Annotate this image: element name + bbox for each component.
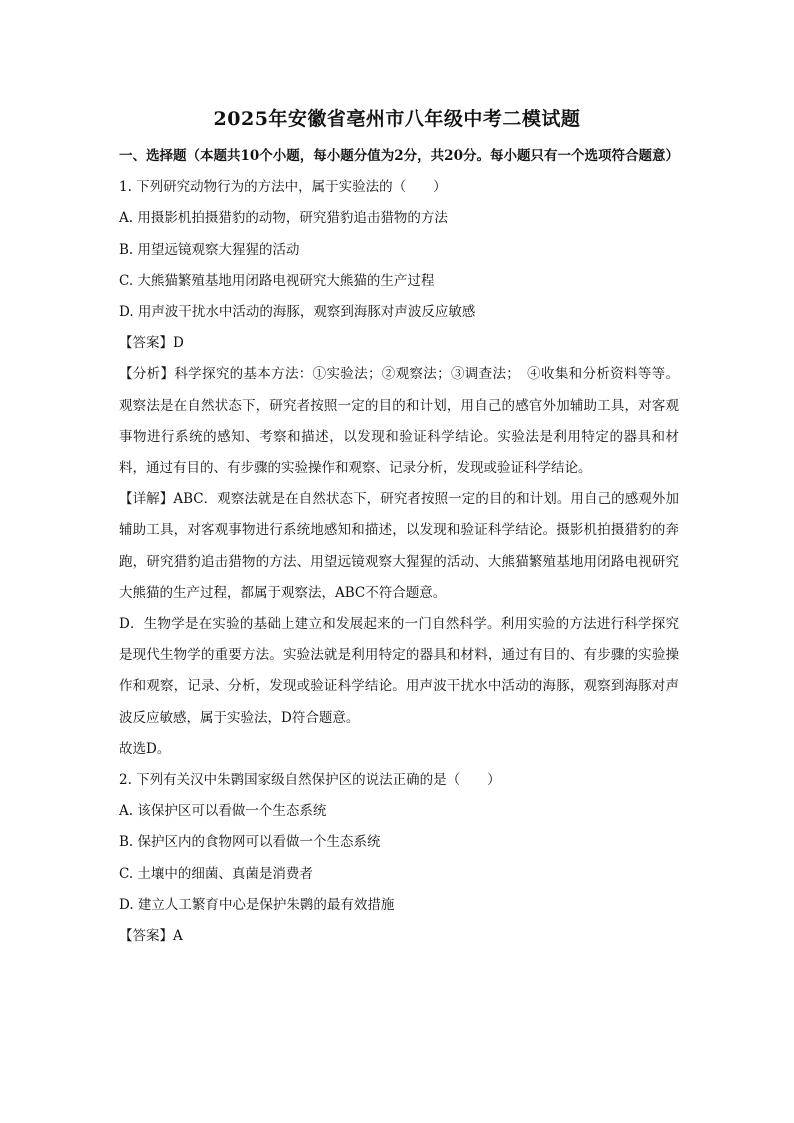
section-heading: 一、选择题（本题共10个小题，每小题分值为2分，共20分。每小题只有一个选项符合题意） bbox=[119, 148, 679, 164]
question-1-stem: 1. 下列研究动物行为的方法中，属于实验法的（ ） bbox=[119, 179, 447, 196]
document-title: 2025年安徽省亳州市八年级中考二模试题 bbox=[213, 108, 581, 130]
question-1-option-b: B. 用望远镜观察大猩猩的活动 bbox=[119, 241, 300, 258]
question-1-conclusion: 故选D。 bbox=[119, 740, 171, 757]
question-1-detail-abc: 【详解】ABC．观察法就是在自然状态下，研究者按照一定的目的和计划。用自己的感观外加辅助工具，对客观事物进行系统地感知和描述，以发现和验证科学结论。摄影机拍摄猎豹的奔跑，研究猎豹追击猎物的方法、用望远镜观察大猩猩的活动、大熊猫繁殖基地用闭路电视研究大熊猫的生产过程，都属于观察法，ABC不符合题意。 bbox=[119, 491, 679, 601]
question-2-option-d: D. 建立人工繁育中心是保护朱鹮的最有效措施 bbox=[119, 896, 395, 913]
question-2-option-c: C. 土壤中的细菌、真菌是消费者 bbox=[119, 865, 313, 882]
question-1-answer: 【答案】D bbox=[119, 335, 184, 352]
question-2-stem: 2. 下列有关汉中朱鹮国家级自然保护区的说法正确的是（ ） bbox=[119, 772, 501, 789]
document-body bbox=[119, 141, 679, 952]
question-1-option-c: C. 大熊猫繁殖基地用闭路电视研究大熊猫的生产过程 bbox=[119, 272, 435, 289]
question-2-answer: 【答案】A bbox=[119, 928, 183, 945]
question-1-option-d: D. 用声波干扰水中活动的海豚，观察到海豚对声波反应敏感 bbox=[119, 304, 476, 321]
question-2-option-b: B. 保护区内的食物网可以看做一个生态系统 bbox=[119, 834, 381, 851]
question-1-analysis: 【分析】科学探究的基本方法：①实验法；②观察法；③调查法； ④收集和分析资料等等。观察法是在自然状态下，研究者按照一定的目的和计划，用自己的感官外加辅助工具，对客观事物进行系统的感知、考察和描述，以发现和验证科学结论。实验法是利用特定的器具和材料，通过有目的、有步骤的实验操作和观察、记录分析，发现或验证科学结论。 bbox=[119, 366, 679, 477]
question-2-option-a: A. 该保护区可以看做一个生态系统 bbox=[119, 803, 327, 820]
question-1-detail-d: D．生物学是在实验的基础上建立和发展起来的一门自然科学。利用实验的方法进行科学探究是现代生物学的重要方法。实验法就是利用特定的器具和材料，通过有目的、有步骤的实验操作和观察，记录、分析，发现或验证科学结论。用声波干扰水中活动的海豚，观察到海豚对声波反应敏感，属于实验法，D符合题意。 bbox=[119, 616, 679, 726]
question-1-option-a: A. 用摄影机拍摄猎豹的动物，研究猎豹追击猎物的方法 bbox=[119, 210, 448, 227]
